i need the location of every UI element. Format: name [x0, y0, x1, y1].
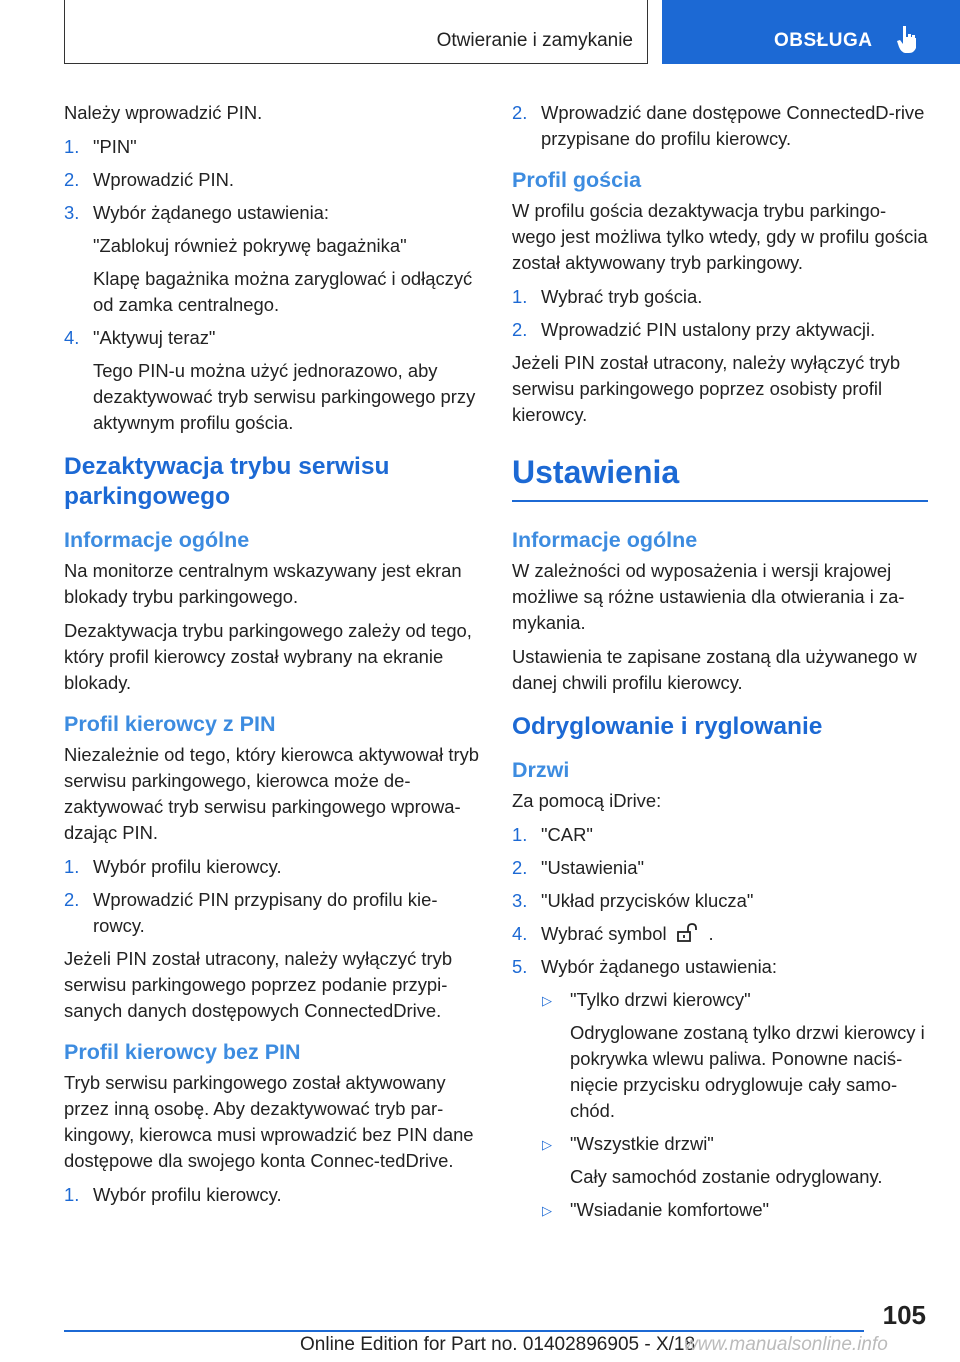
list-sub-text: "Zablokuj również pokrywę bagażnika"	[93, 235, 407, 256]
paragraph: Jeżeli PIN został utracony, należy wyłączyć tryb serwisu parkingowego poprzez podanie przypi-sanych danych dostępowych ConnectedDrive.	[64, 948, 453, 1021]
page-number: 105	[882, 1300, 926, 1330]
heading-guest-profile: Profil gościa	[512, 168, 642, 192]
heading-general-info-2: Informacje ogólne	[512, 527, 698, 552]
list-item: 2. Wprowadzić PIN.	[64, 169, 235, 190]
heading-general-info: Informacje ogólne	[64, 528, 250, 552]
bullet-item: ▷ "Wszystkie drzwi"	[512, 1131, 928, 1157]
bullet-item: ▷ "Wsiadanie komfortowe"	[512, 1197, 928, 1223]
paragraph: Za pomocą iDrive:	[512, 789, 662, 811]
list-item: 3. "Układ przycisków klucza"	[512, 889, 754, 911]
intro-text: Należy wprowadzić PIN.	[64, 102, 263, 123]
paragraph: Jeżeli PIN został utracony, należy wyłączyć tryb serwisu parkingowego poprzez osobisty profil kierowcy.	[512, 352, 901, 425]
heading-deactivation: Dezaktywacja trybu serwisu parkingowego	[64, 453, 390, 510]
list-sub-text: Klapę bagażnika można zaryglować i odłączyć od zamka centralnego.	[93, 268, 473, 315]
footer-edition: Online Edition for Part no. 01402896905 - X/18	[300, 1334, 696, 1355]
chapter-tab	[662, 0, 960, 64]
paragraph: Na monitorze centralnym wskazywany jest ekran blokady trybu parkingowego.	[64, 560, 462, 607]
page-header	[0, 0, 960, 66]
list-item: 1. "CAR"	[512, 823, 593, 845]
list-item: 5. Wybór żądanego ustawienia:	[512, 955, 777, 977]
paragraph: W zależności od wyposażenia i wersji krajowej możliwe są różne ustawienia dla otwierania i za-mykania.	[512, 559, 905, 633]
bullet-item: ▷ "Tylko drzwi kierowcy"	[512, 987, 928, 1013]
list-item: 2. Wprowadzić PIN przypisany do profilu kie-rowcy.	[64, 889, 438, 936]
list-item: 4. "Aktywuj teraz"	[64, 327, 216, 348]
list-item: 3. Wybór żądanego ustawienia:	[64, 202, 329, 223]
right-column	[512, 100, 928, 1230]
triangle-bullet-icon: ▷	[542, 1136, 552, 1152]
list-item: 2. Wprowadzić PIN ustalony przy aktywacji.	[512, 319, 876, 340]
list-item: 2. Wprowadzić dane dostępowe ConnectedD-rive przypisane do profilu kierowcy.	[512, 102, 925, 149]
heading-settings: Ustawienia	[512, 454, 680, 490]
list-item: 1. Wybór profilu kierowcy.	[64, 856, 282, 877]
paragraph: Dezaktywacja trybu parkingowego zależy od tego, który profil kierowcy został wybrany na ekranie blokady.	[64, 620, 472, 693]
list-item: 1. Wybrać tryb gościa.	[512, 286, 703, 307]
heading-rule	[512, 500, 928, 502]
list-sub-text: Tego PIN-u można użyć jednorazowo, aby dezaktywować tryb serwisu parkingowego przy aktywnym profilu gościa.	[93, 360, 476, 433]
list-item: 2. "Ustawienia"	[512, 856, 645, 878]
paragraph: W profilu gościa dezaktywacja trybu parkingo-wego jest możliwa tylko wtedy, gdy w profilu gościa został aktywowany tryb parkingowy.	[512, 200, 928, 273]
heading-doors: Drzwi	[512, 757, 570, 782]
paragraph: Niezależnie od tego, który kierowca aktywował tryb serwisu parkingowego, kierowca może de-zaktywować tryb serwisu parkingowego wprowa-dzając PIN.	[64, 744, 479, 843]
paragraph: Ustawienia te zapisane zostaną dla używanego w danej chwili profilu kierowcy.	[512, 645, 917, 693]
triangle-bullet-icon: ▷	[542, 992, 552, 1008]
list-item: 1. "PIN"	[64, 136, 137, 157]
chapter-tab-label: OBSŁUGA	[774, 30, 873, 51]
list-item: 1. Wybór profilu kierowcy.	[64, 1184, 282, 1205]
heading-profile-without-pin: Profil kierowcy bez PIN	[64, 1040, 301, 1064]
heading-lock-unlock: Odryglowanie i ryglowanie	[512, 712, 823, 740]
section-title: Otwieranie i zamykanie	[436, 30, 633, 51]
left-column	[64, 100, 480, 1215]
unlock-icon	[675, 923, 701, 943]
list-item: 4. Wybrać symbol .	[512, 922, 714, 944]
triangle-bullet-icon: ▷	[542, 1202, 552, 1218]
paragraph: Tryb serwisu parkingowego został aktywowany przez inną osobę. Aby dezaktywować tryb par-kingowy, kierowca musi wprowadzić bez PIN dane dostępowe dla swojego konta Connec-tedDrive.	[64, 1072, 474, 1171]
hand-pointer-icon	[896, 24, 918, 54]
heading-profile-with-pin: Profil kierowcy z PIN	[64, 712, 276, 736]
watermark: www.manualsonline.info	[684, 1334, 888, 1355]
footer-rule	[64, 1330, 864, 1332]
bullet-sub-text: Cały samochód zostanie odryglowany.	[570, 1165, 883, 1187]
section-header-box	[64, 0, 648, 64]
bullet-sub-text: Odryglowane zostaną tylko drzwi kierowcy i pokrywka wlewu paliwa. Ponowne naciś-nięcie przycisku odryglowuje cały samo-chód.	[570, 1021, 925, 1121]
